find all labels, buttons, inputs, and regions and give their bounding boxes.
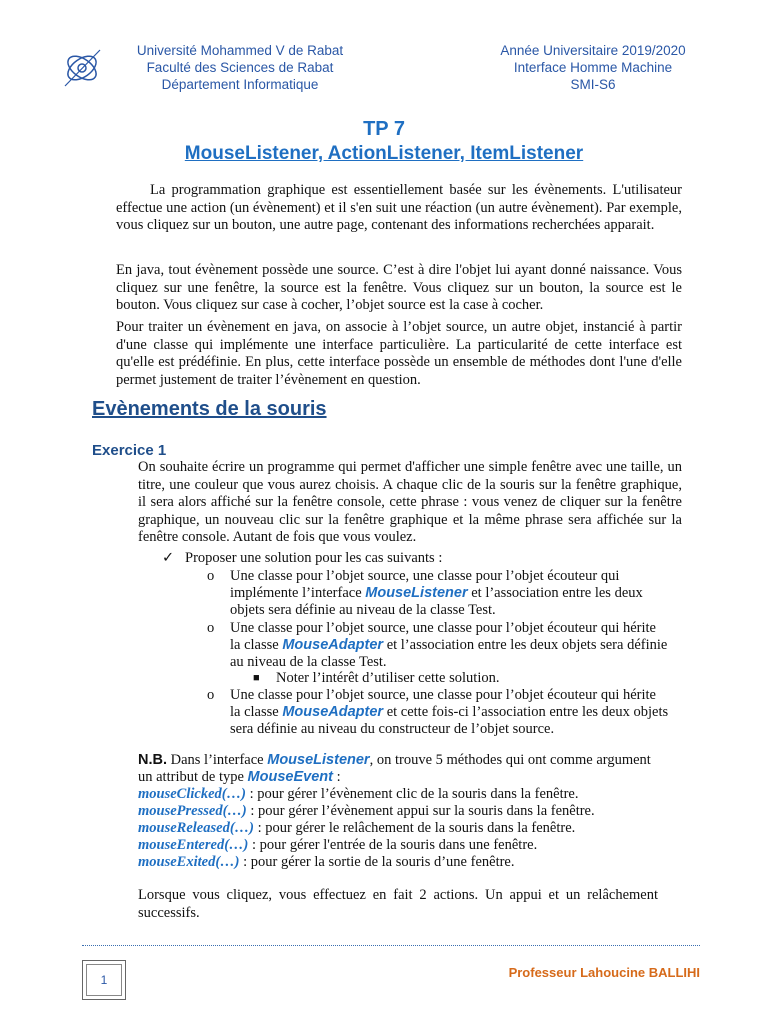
method-desc: : pour gérer l’évènement clic de la souris dans la fenêtre. <box>245 786 579 802</box>
method-name: mousePressed(…) <box>138 803 247 819</box>
nb-text-c: un attribut de type <box>138 769 248 785</box>
nb-line2 <box>138 769 341 787</box>
option1-line1: Une classe pour l’objet source, une classe pour l’objet écouteur qui <box>230 568 620 584</box>
checkmark-icon: ✓ <box>162 550 175 566</box>
method-mouseclicked <box>138 786 579 804</box>
option2-line3: au niveau de la classe Test. <box>230 654 387 670</box>
intro-paragraph-2: En java, tout évènement possède une source. C’est à dire l'objet lui ayant donné naissance. Vous cliquez sur une fenêtre, la source est la fenêtre. Vous cliquez sur un bouton, la source est le bouton. Vous cliquez sur case à cocher, l’objet source est la case à cocher. <box>116 262 682 313</box>
method-mouseentered <box>138 837 537 855</box>
method-name: mouseReleased(…) <box>138 820 254 836</box>
footer-divider <box>82 945 700 946</box>
method-desc: : pour gérer la sortie de la souris d’une fenêtre. <box>239 854 515 870</box>
intro-paragraph-3: Pour traiter un évènement en java, on associe à l’objet source, un autre objet, instancié à partir d'une classe qui implémente une interface particulière. La particularité de cette interface est qu'elle est prédéfinie. En plus, cette interface possède un ensemble de méthodes dont l'une d'elle permet justement de traiter l’évènement en question. <box>116 319 682 388</box>
circle-bullet-icon: o <box>207 568 215 584</box>
footer-author: Professeur Lahoucine BALLIHI <box>508 965 700 980</box>
header-semester: SMI-S6 <box>570 77 616 92</box>
method-name: mouseClicked(…) <box>138 786 246 802</box>
header-course-info <box>486 42 700 93</box>
header-university: Université Mohammed V de Rabat <box>136 43 344 58</box>
keyword-mouselistener: MouseListener <box>267 752 370 768</box>
intro-paragraph-1: La programmation graphique est essentiellement basée sur les évènements. L'utilisateur effectue une action (un évènement) et il s'en suit une réaction (un autre évènement). Par exemple, vous cliquez sur un bouton, une autre page, contenant des informations recherchées apparait. <box>116 182 682 233</box>
section-title: Evènements de la souris <box>92 398 327 420</box>
method-mousepressed <box>138 803 595 821</box>
square-bullet-icon: ■ <box>253 672 260 684</box>
option3-text-b: et cette fois-ci l’association entre les deux objets <box>383 704 669 720</box>
header-course: Interface Homme Machine <box>513 60 673 75</box>
exercise-statement: On souhaite écrire un programme qui permet d'afficher une simple fenêtre avec une taille, un titre, une couleur que vous aurez choisis. A chaque clic de la souris sur la fenêtre graphique, il sera alors affiché sur la fenêtre console, cette phrase : vous venez de cliquer sur la fenêtre graphique, un nouveau clic sur la fenêtre graphique et la même phrase sera affichée sur la fenêtre console. Autant de fois que vous voulez. <box>138 459 682 545</box>
method-name: mouseEntered(…) <box>138 837 249 853</box>
check-bullet-text: Proposer une solution pour les cas suivants : <box>185 550 443 566</box>
nb-line1 <box>138 752 651 770</box>
page-number: 1 <box>86 964 122 996</box>
method-mousereleased <box>138 820 575 838</box>
option1-line2 <box>230 585 643 603</box>
option2-text-a: la classe <box>230 637 283 653</box>
keyword-mouseadapter: MouseAdapter <box>282 637 384 653</box>
exercise-title: Exercice 1 <box>92 442 167 459</box>
option1-text-a: implémente l’interface <box>230 585 366 601</box>
keyword-mouseadapter: MouseAdapter <box>282 704 384 720</box>
header-academic-year: Année Universitaire 2019/2020 <box>500 43 686 58</box>
option2-line2 <box>230 637 667 655</box>
option1-text-b: et l’association entre les deux <box>467 585 643 601</box>
option3-line3: sera définie au niveau du constructeur de l’objet source. <box>230 721 555 737</box>
sub-bullet-text: Noter l’intérêt d’utiliser cette solution. <box>276 670 500 686</box>
method-desc: : pour gérer l’évènement appui sur la souris dans la fenêtre. <box>246 803 595 819</box>
option3-line1: Une classe pour l’objet source, une classe pour l’objet écouteur qui hérite <box>230 687 656 703</box>
nb-text-a: Dans l’interface <box>167 752 268 768</box>
method-name: mouseExited(…) <box>138 854 240 870</box>
page-number-box <box>82 960 126 1000</box>
method-mouseexited <box>138 854 515 872</box>
option2-text-b: et l’association entre les deux objets sera définie <box>383 637 668 653</box>
nb-label: N.B. <box>138 752 167 768</box>
nb-text-d: : <box>332 769 341 785</box>
circle-bullet-icon: o <box>207 687 215 703</box>
option3-line2 <box>230 704 668 722</box>
method-desc: : pour gérer le relâchement de la souris dans la fenêtre. <box>253 820 576 836</box>
keyword-mouseevent: MouseEvent <box>247 769 333 785</box>
university-logo <box>60 42 116 92</box>
tp-title: TP 7 <box>363 118 405 140</box>
circle-bullet-icon: o <box>207 620 215 636</box>
option3-text-a: la classe <box>230 704 283 720</box>
method-desc: : pour gérer l'entrée de la souris dans une fenêtre. <box>248 837 538 853</box>
header-department: Département Informatique <box>161 77 319 92</box>
keyword-mouselistener: MouseListener <box>365 585 468 601</box>
header-institution <box>120 42 360 93</box>
nb-text-b: , on trouve 5 méthodes qui ont comme argument <box>369 752 651 768</box>
tp-subtitle: MouseListener, ActionListener, ItemListener <box>184 143 584 164</box>
header-faculty: Faculté des Sciences de Rabat <box>146 60 334 75</box>
option1-line3: objets sera définie au niveau de la classe Test. <box>230 602 496 618</box>
option2-line1: Une classe pour l’objet source, une classe pour l’objet écouteur qui hérite <box>230 620 656 636</box>
closing-paragraph: Lorsque vous cliquez, vous effectuez en fait 2 actions. Un appui et un relâchement successifs. <box>138 887 658 921</box>
